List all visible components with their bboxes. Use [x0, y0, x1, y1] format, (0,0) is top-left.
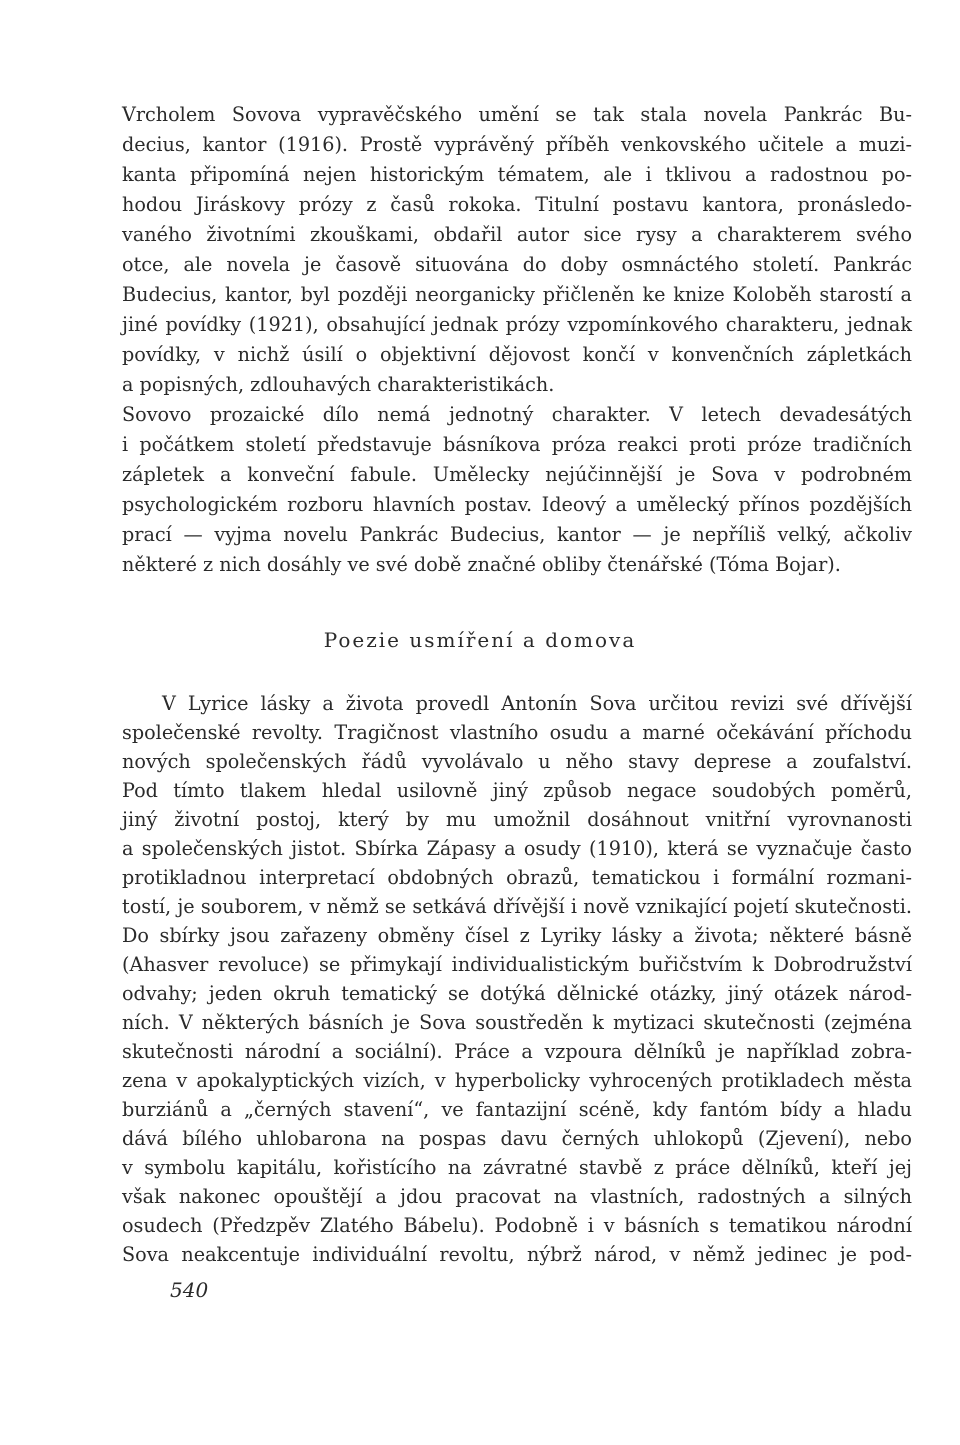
- text-line: decius, kantor (1916). Prostě vyprávěný příběh venkovského učitele a muzi-: [122, 133, 912, 156]
- text-line: otce, ale novela je časově situována do doby osmnáctého století. Pankrác: [122, 253, 912, 276]
- text-line: jiné povídky (1921), obsahující jednak prózy vzpomínkového charakteru, jednak: [122, 313, 912, 336]
- section-heading: Poezie usmíření a domova: [323, 628, 637, 652]
- text-line: a popisných, zdlouhavých charakteristikách.: [122, 373, 555, 396]
- text-line: společenské revolty. Tragičnost vlastního osudu a marné očekávání příchodu: [122, 721, 912, 744]
- text-line: zena v apokalyptických vizích, v hyperbolicky vyhrocených protikladech města: [122, 1069, 912, 1092]
- text-line: i počátkem století představuje básníkova próza reakci proti próze tradičních: [122, 433, 912, 456]
- page-number: 540: [170, 1278, 209, 1302]
- text-line: zápletek a konveční fabule. Umělecky nejúčinnější je Sova v podrobném: [122, 463, 912, 486]
- text-line: povídky, v nichž úsilí o objektivní dějovost končí v konvenčních zápletkách: [122, 343, 912, 366]
- text-line: psychologickém rozboru hlavních postav. Ideový a umělecký přínos pozdějších: [122, 493, 912, 516]
- text-line: odvahy; jeden okruh tematický se dotýká dělnické otázky, jiný otázek národ-: [122, 982, 912, 1005]
- text-line: Pod tímto tlakem hledal usilovně jiný způsob negace soudobých poměrů,: [122, 779, 912, 802]
- text-line: ních. V některých básních je Sova soustředěn k mytizaci skutečnosti (zejména: [122, 1011, 912, 1034]
- text-line: však nakonec opouštějí a jdou pracovat na vlastních, radostných a silných: [122, 1185, 912, 1208]
- text-line: kanta připomíná nejen historickým tématem, ale i tklivou a radostnou po-: [122, 163, 912, 186]
- text-line: burziánů a „černých stavení“, ve fantazijní scéně, kdy fantóm bídy a hladu: [122, 1098, 912, 1121]
- text-line: V Lyrice lásky a života provedl Antonín Sova určitou revizi své dřívější: [162, 692, 912, 715]
- text-line: tostí, je souborem, v němž se setkává dřívější i nově vznikající pojetí skutečnosti.: [122, 895, 912, 918]
- text-line: Do sbírky jsou zařazeny obměny čísel z Lyriky lásky a života; některé básně: [122, 924, 912, 947]
- text-line: protikladnou interpretací obdobných obrazů, tematickou i formální rozmani-: [122, 866, 912, 889]
- text-line: Sovovo prozaické dílo nemá jednotný charakter. V letech devadesátých: [122, 403, 912, 426]
- text-line: vaného životními zkouškami, obdařil autor sice rysy a charakterem svého: [122, 223, 912, 246]
- text-line: některé z nich dosáhly ve své době značné obliby čtenářské (Tóma Bojar).: [122, 553, 841, 576]
- text-line: hodou Jiráskovy prózy z časů rokoka. Titulní postavu kantora, pronásledo-: [122, 193, 912, 216]
- text-line: osudech (Předzpěv Zlatého Bábelu). Podobně i v básních s tematikou národní: [122, 1214, 912, 1237]
- text-line: jiný životní postoj, který by mu umožnil dosáhnout vnitřní vyrovnanosti: [122, 808, 912, 831]
- text-line: v symbolu kapitálu, kořistícího na závratné stavbě z práce dělníků, kteří jej: [122, 1156, 912, 1179]
- text-line: nových společenských řádů vyvolávalo u něho stavy deprese a zoufalství.: [122, 750, 912, 773]
- text-line: a společenských jistot. Sbírka Zápasy a osudy (1910), která se vyznačuje často: [122, 837, 912, 860]
- text-line: Sova neakcentuje individuální revoltu, nýbrž národ, v němž jedinec je pod-: [122, 1243, 912, 1266]
- text-line: Vrcholem Sovova vypravěčského umění se tak stala novela Pankrác Bu-: [122, 103, 912, 126]
- text-line: Budecius, kantor, byl později neorganicky přičleněn ke knize Koloběh starostí a: [122, 283, 912, 306]
- text-line: skutečnosti národní a sociální). Práce a vzpoura dělníků je například zobra-: [122, 1040, 912, 1063]
- text-line: prací — vyjma novelu Pankrác Budecius, kantor — je nepříliš velký, ačkoliv: [122, 523, 912, 546]
- text-line: dává bílého uhlobarona na pospas davu černých uhlokopů (Zjevení), nebo: [122, 1127, 912, 1150]
- text-line: (Ahasver revoluce) se přimykají individualistickým buřičstvím k Dobrodružství: [122, 953, 912, 976]
